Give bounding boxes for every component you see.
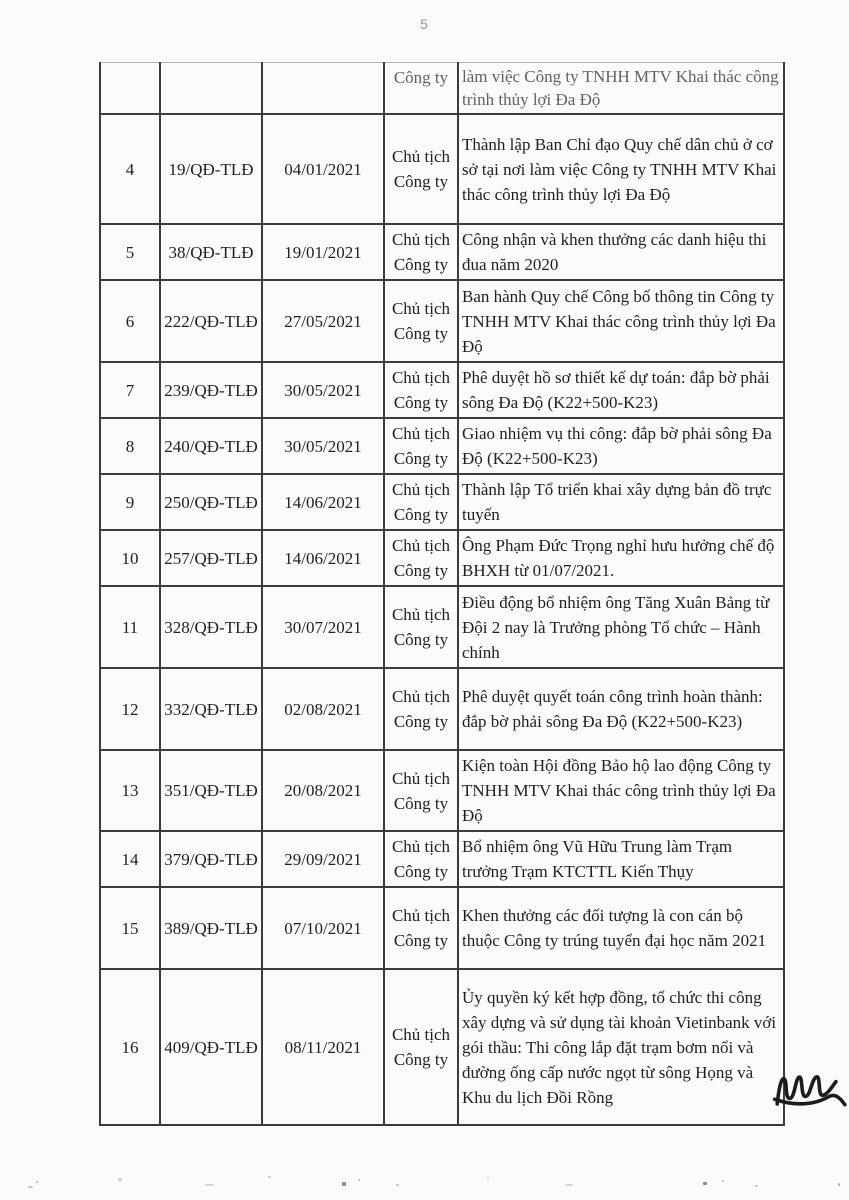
issuer-cell: Chủ tịch Công ty [384,224,458,280]
doc-date-cell: 08/11/2021 [262,969,384,1125]
doc-number-cell: 19/QĐ-TLĐ [160,114,262,224]
table-row [100,969,784,1125]
issuer-cell: Chủ tịch Công ty [384,362,458,418]
doc-summary-cell: làm việc Công ty TNHH MTV Khai thác công trình thủy lợi Đa Độ [458,63,784,115]
table-row [100,530,784,586]
issuer-cell: Chủ tịch Công ty [384,668,458,750]
row-number-cell: 9 [100,474,160,530]
row-number-cell: 7 [100,362,160,418]
issuer-cell: Chủ tịch Công ty [384,114,458,224]
doc-number-cell [160,63,262,115]
doc-number-cell: 389/QĐ-TLĐ [160,887,262,969]
doc-number-cell: 222/QĐ-TLĐ [160,280,262,362]
handwritten-signature [768,1060,849,1125]
scan-speck [358,1179,360,1181]
doc-summary-cell: Khen thưởng các đối tượng là con cán bộ thuộc Công ty trúng tuyển đại học năm 2021 [458,887,784,969]
scan-speck [838,1183,840,1186]
signature-scribble-icon [768,1060,849,1125]
scan-speck [36,1181,38,1183]
issuer-cell: Chủ tịch Công ty [384,831,458,887]
doc-number-cell: 409/QĐ-TLĐ [160,969,262,1125]
issuer-cell: Chủ tịch Công ty [384,474,458,530]
doc-number-cell: 239/QĐ-TLĐ [160,362,262,418]
doc-summary-cell: Bổ nhiệm ông Vũ Hữu Trung làm Trạm trưởng Trạm KTCTTL Kiến Thụy [458,831,784,887]
scan-speck [268,1176,271,1178]
issuer-cell: Chủ tịch Công ty [384,280,458,362]
scan-speck [487,1177,489,1179]
doc-date-cell: 30/07/2021 [262,586,384,668]
doc-date-cell: 30/05/2021 [262,418,384,474]
doc-date-cell [262,63,384,115]
page-number: 5 [420,16,429,32]
scan-speck [342,1182,346,1186]
row-number-cell [100,63,160,115]
table-row [100,114,784,224]
scan-speck [118,1178,122,1181]
table-row [100,750,784,831]
doc-number-cell: 332/QĐ-TLĐ [160,668,262,750]
row-number-cell: 16 [100,969,160,1125]
doc-date-cell: 04/01/2021 [262,114,384,224]
doc-summary-cell: Phê duyệt hồ sơ thiết kế dự toán: đắp bờ phải sông Đa Độ (K22+500-K23) [458,362,784,418]
scan-speck [396,1184,399,1186]
decisions-table-body [100,63,784,1126]
doc-date-cell: 30/05/2021 [262,362,384,418]
table-row [100,668,784,750]
issuer-cell: Chủ tịch Công ty [384,530,458,586]
table-row [100,474,784,530]
scan-speck [28,1186,33,1188]
row-number-cell: 6 [100,280,160,362]
doc-summary-cell: Điều động bổ nhiệm ông Tăng Xuân Bảng từ Đội 2 nay là Trưởng phòng Tổ chức – Hành chính [458,586,784,668]
doc-date-cell: 14/06/2021 [262,474,384,530]
scan-speck [755,1185,758,1187]
table-row [100,418,784,474]
doc-summary-cell: Phê duyệt quyết toán công trình hoàn thành: đắp bờ phải sông Đa Độ (K22+500-K23) [458,668,784,750]
row-number-cell: 8 [100,418,160,474]
table-row [100,887,784,969]
table-row [100,280,784,362]
row-number-cell: 5 [100,224,160,280]
scan-speck [205,1184,214,1186]
doc-date-cell: 20/08/2021 [262,750,384,831]
doc-summary-cell: Giao nhiệm vụ thi công: đắp bờ phải sông Đa Độ (K22+500-K23) [458,418,784,474]
doc-date-cell: 19/01/2021 [262,224,384,280]
table-row [100,224,784,280]
doc-number-cell: 351/QĐ-TLĐ [160,750,262,831]
doc-summary-cell: Kiện toàn Hội đồng Bảo hộ lao động Công ty TNHH MTV Khai thác công trình thủy lợi Đa Độ [458,750,784,831]
table-row [100,831,784,887]
row-number-cell: 12 [100,668,160,750]
row-number-cell: 15 [100,887,160,969]
doc-number-cell: 379/QĐ-TLĐ [160,831,262,887]
doc-date-cell: 27/05/2021 [262,280,384,362]
doc-number-cell: 240/QĐ-TLĐ [160,418,262,474]
doc-summary-cell: Ban hành Quy chế Công bố thông tin Công ty TNHH MTV Khai thác công trình thủy lợi Đa Độ [458,280,784,362]
doc-number-cell: 38/QĐ-TLĐ [160,224,262,280]
doc-summary-cell: Ủy quyền ký kết hợp đồng, tổ chức thi công xây dựng và sử dụng tài khoản Vietinbank với gói thầu: Thi công lắp đặt trạm bơm nổi và đường ống cấp nước ngọt từ sông Họng và Khu du lịch Đồi Rồng [458,969,784,1125]
doc-number-cell: 257/QĐ-TLĐ [160,530,262,586]
scan-speck [703,1182,707,1185]
row-number-cell: 4 [100,114,160,224]
row-number-cell: 14 [100,831,160,887]
table-row [100,586,784,668]
row-number-cell: 13 [100,750,160,831]
issuer-cell: Chủ tịch Công ty [384,887,458,969]
row-number-cell: 10 [100,530,160,586]
continuation-row [100,63,784,115]
doc-date-cell: 14/06/2021 [262,530,384,586]
scan-speck [722,1180,724,1182]
doc-date-cell: 07/10/2021 [262,887,384,969]
doc-summary-cell: Công nhận và khen thưởng các danh hiệu thi đua năm 2020 [458,224,784,280]
row-number-cell: 11 [100,586,160,668]
doc-number-cell: 250/QĐ-TLĐ [160,474,262,530]
table-row [100,362,784,418]
issuer-cell: Chủ tịch Công ty [384,969,458,1125]
doc-date-cell: 29/09/2021 [262,831,384,887]
doc-summary-cell: Thành lập Tổ triển khai xây dựng bản đồ trực tuyến [458,474,784,530]
scan-speck [565,1184,573,1186]
issuer-cell: Chủ tịch Công ty [384,586,458,668]
issuer-cell: Chủ tịch Công ty [384,418,458,474]
doc-summary-cell: Thành lập Ban Chỉ đạo Quy chế dân chủ ở cơ sở tại nơi làm việc Công ty TNHH MTV Khai thác công trình thủy lợi Đa Độ [458,114,784,224]
doc-date-cell: 02/08/2021 [262,668,384,750]
doc-summary-cell: Ông Phạm Đức Trọng nghỉ hưu hưởng chế độ BHXH từ 01/07/2021. [458,530,784,586]
decisions-table [99,62,785,1126]
issuer-cell: Công ty [384,63,458,115]
doc-number-cell: 328/QĐ-TLĐ [160,586,262,668]
issuer-cell: Chủ tịch Công ty [384,750,458,831]
